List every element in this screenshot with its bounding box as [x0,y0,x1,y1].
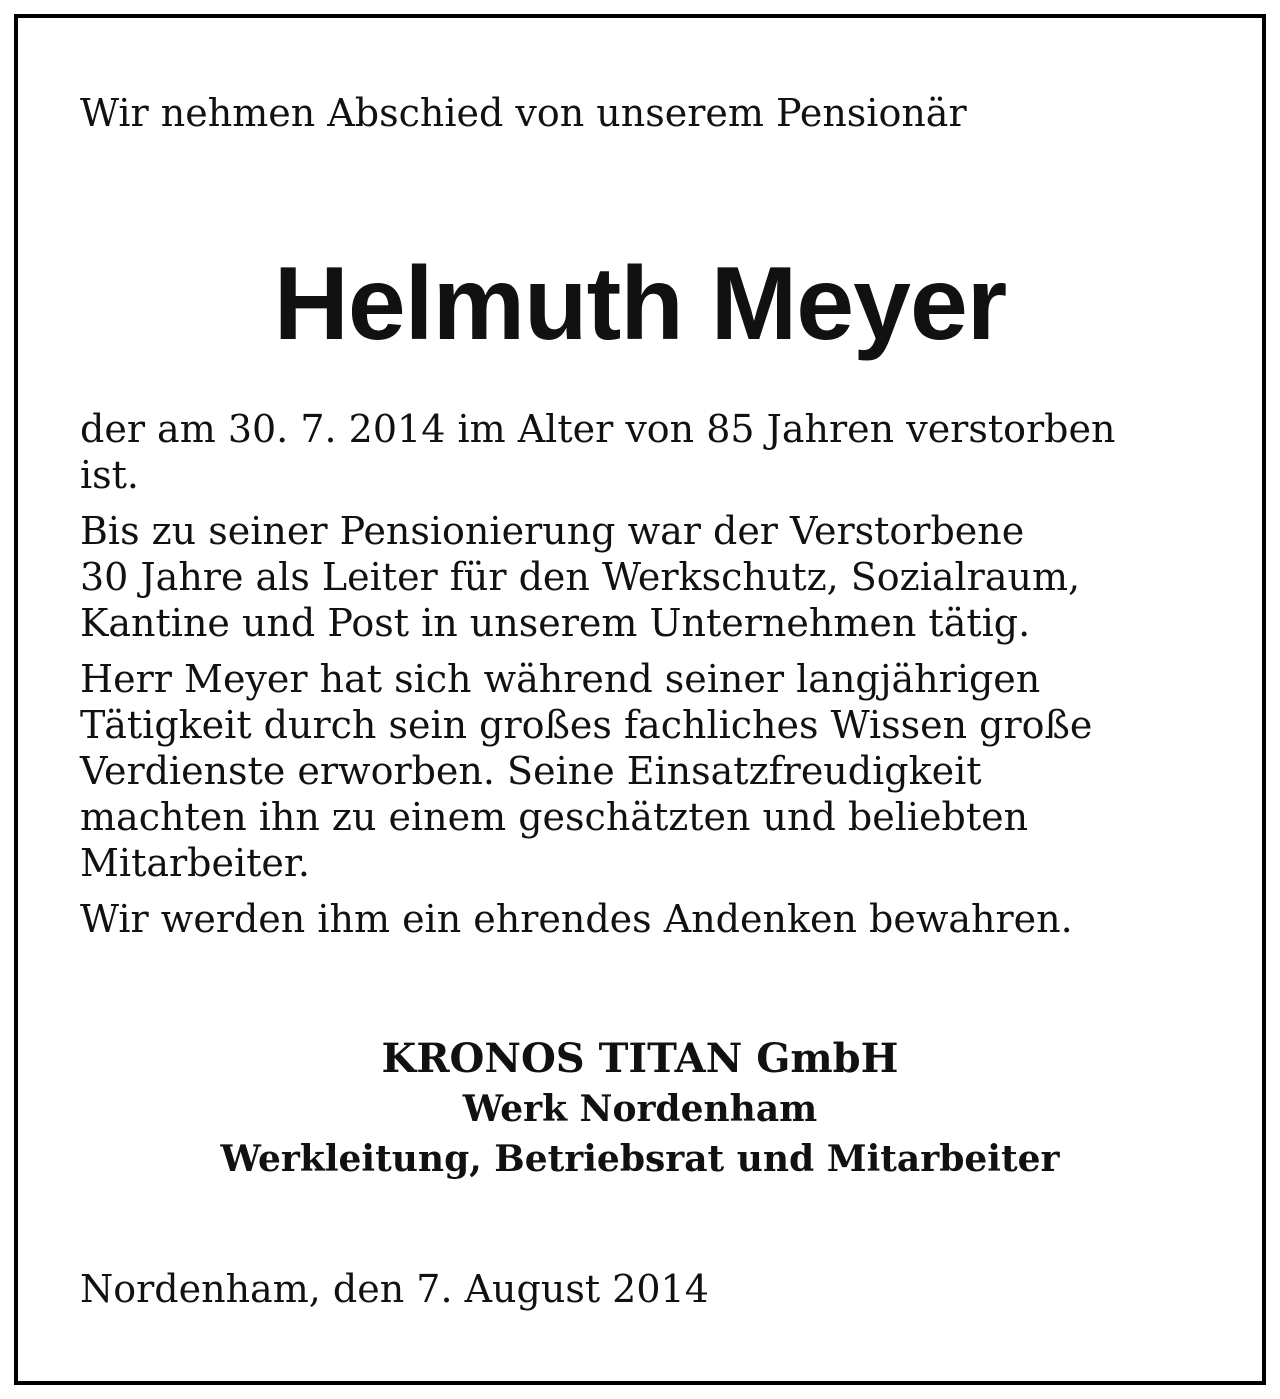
signature-block [18,1034,1262,1184]
place-date: Nordenham, den 7. August 2014 [80,1267,709,1311]
text-line: Bis zu seiner Pensionierung war der Verstorbene [80,509,1025,553]
text-line: Herr Meyer hat sich während seiner langjährigen [80,657,1041,701]
text-line: Kantine und Post in unserem Unternehmen tätig. [80,601,1031,645]
text-line: machten ihn zu einem geschätzten und beliebten [80,795,1029,839]
text-line: 30 Jahre als Leiter für den Werkschutz, Sozialraum, [80,555,1081,599]
paragraph-death-date [80,406,1220,498]
paragraph-merits [80,656,1220,886]
text-line: ist. [80,453,140,497]
paragraph-career [80,508,1220,646]
signatories: Werkleitung, Betriebsrat und Mitarbeiter [220,1138,1060,1180]
text-line: Verdienste erworben. Seine Einsatzfreudigkeit [80,749,982,793]
text-line: Mitarbeiter. [80,841,310,885]
intro-line: Wir nehmen Abschied von unserem Pensionär [80,91,967,135]
text-line: Wir werden ihm ein ehrendes Andenken bewahren. [80,897,1073,941]
text-line: der am 30. 7. 2014 im Alter von 85 Jahren verstorben [80,407,1116,451]
paragraph-remembrance [80,896,1220,942]
obituary-body [80,406,1220,952]
plant-name: Werk Nordenham [462,1088,818,1130]
obituary-notice [14,14,1266,1385]
deceased-name: Helmuth Meyer [273,246,1007,362]
company-name: KRONOS TITAN GmbH [381,1035,899,1082]
text-line: Tätigkeit durch sein großes fachliches Wissen große [80,703,1093,747]
